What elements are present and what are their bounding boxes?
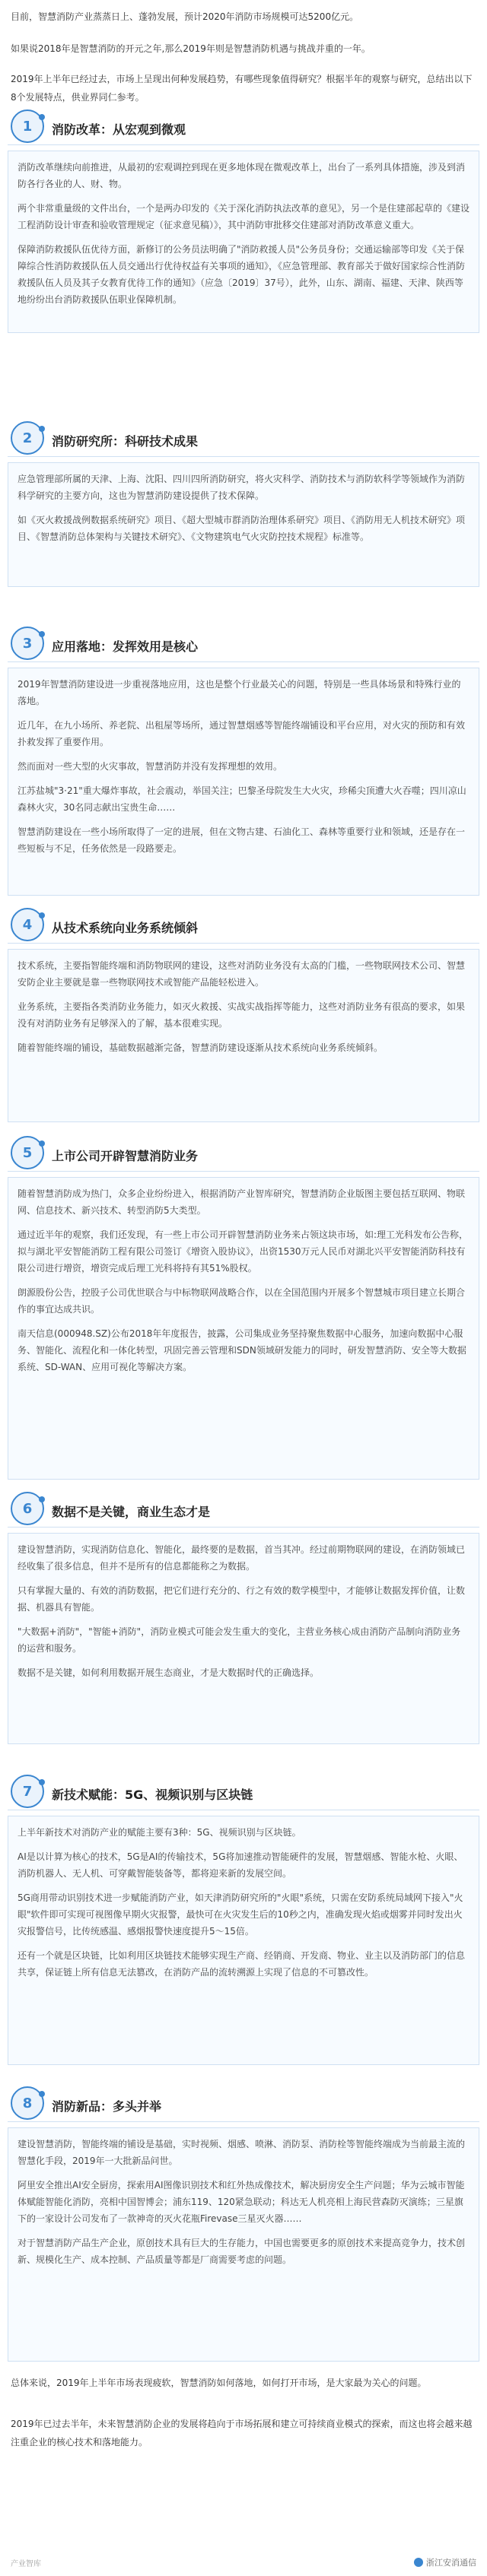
- section-paragraph: 还有一个就是区块链，比如利用区块链技术能够实现生产商、经销商、开发商、物业、业主以及消防部门的信息共享，保证链上所有信息无法篡改，在消防产品的流转溯源上实现了信息的不可篡改性。: [18, 1950, 466, 1978]
- section-number-badge: 6: [11, 1492, 44, 1525]
- section-paragraph: 建设智慧消防，智能终端的铺设是基础，实时视频、烟感、喷淋、消防泵、消防栓等智能终端成为当前最主流的智慧化手段，2019年一大批新品问世。: [18, 2139, 466, 2166]
- section-content-box: [8, 668, 479, 896]
- section-content-box: [8, 1177, 479, 1480]
- outro-paragraph-2: 2019年已过去半年，未来智慧消防企业的发展将趋向于市场拓展和建立可持续商业模式的探索，而这也将会越来越注重企业的核心技术和落地能力。: [11, 2419, 473, 2448]
- section-number-badge: 1: [11, 109, 44, 143]
- section-header: [8, 631, 479, 662]
- section-content-box: [8, 2127, 479, 2362]
- section-paragraph: 5G商用带动识别技术进一步赋能消防产业，如天津消防研究所的"火眼"系统，只需在安防系统局域网下接入"火眼"软件即可实现可视图像早期火灾报警，最快可在火灾发生后的10秒之内，准确发现火焰或烟雾并同时发出火灾报警信号，比传统感温、感烟报警快速度提升5～15倍。: [18, 1892, 463, 1937]
- section-header: [8, 114, 479, 145]
- section-header: [8, 1140, 479, 1172]
- section-paragraph: 朗源股份公告，控股子公司优世联合与中标物联网战略合作，以在全国范围内开展多个智慧城市项目建立长期合作的事宜达成共识。: [18, 1287, 466, 1315]
- section-paragraph: 保障消防救援队伍优待方面，新修订的公务员法明确了"消防救援人员"公务员身份；交通运输部等印发《关于保障综合性消防救援队伍人员交通出行优待权益有关事项的通知》，《应急管理部、教育部关于做好国家综合性消防救援队伍人员及其子女教育优待工作的通知》（应急〔2019〕37号），此外，山东、湖南、福建、天津、陕西等地纷纷出台消防救援队伍职业保障机制。: [18, 244, 466, 305]
- section-title: 消防研究所：科研技术成果: [52, 434, 199, 449]
- section-paragraph: 2019年智慧消防建设进一步重视落地应用，这也是整个行业最关心的问题，特别是一些具体场景和特殊行业的落地。: [18, 679, 461, 706]
- section-paragraph: 业务系统，主要指各类消防业务能力，如灭火救援、实战实战指挥等能力，这些对消防业务有很高的要求，如果没有对消防业务有足够深入的了解，基本很难实现。: [18, 1001, 466, 1029]
- section-header: [8, 1496, 479, 1528]
- section-paragraph: 只有掌握大量的、有效的消防数据，把它们进行充分的、行之有效的数学模型中，才能够让数据发挥价值，让数据、机器具有智能。: [18, 1585, 466, 1613]
- section-paragraph: 两个非常重量级的文件出台，一个是两办印发的《关于深化消防执法改革的意见》，另一个是住建部起草的《建设工程消防设计审查和验收管理规定（征求意见稿）》，其中消防审批移交住建部对消防改革意义重大。: [18, 203, 470, 230]
- section-content-box: [8, 1533, 479, 1744]
- section-number-badge: 3: [11, 627, 44, 660]
- intro-paragraph-2: 如果说2018年是智慧消防的开元之年,那么2019年则是智慧消防机遇与挑战并重的一年。: [11, 43, 371, 54]
- section-header: [8, 912, 479, 944]
- section-paragraph: 技术系统，主要指智能终端和消防物联网的建设，这些对消防业务没有太高的门槛，一些物联网技术公司、智慧安防企业主要就是靠一些物联网技术或智能产品能轻松进入。: [18, 960, 466, 988]
- section-content-box: [8, 949, 479, 1122]
- section-title: 从技术系统向业务系统倾斜: [52, 921, 199, 935]
- section-paragraph: 如《灭火救援战例数据系统研究》项目、《超大型城市群消防治理体系研究》项目、《消防用无人机技术研究》项目、《智慧消防总体架构与关键技术研究》、《文物建筑电气火灾防控技术规程》标准等。: [18, 515, 466, 542]
- section-number-badge: 7: [11, 1775, 44, 1808]
- section-title: 应用落地：发挥效用是核心: [52, 639, 199, 654]
- section-paragraph: 然而面对一些大型的火灾事故，智慧消防并没有发挥理想的效用。: [18, 761, 283, 772]
- section-title: 上市公司开辟智慧消防业务: [52, 1149, 199, 1163]
- section-paragraph: 智慧消防建设在一些小场所取得了一定的进展，但在文物古建、石油化工、森林等重要行业和领域，还是存在一些短板与不足，任务依然是一段路要走。: [18, 826, 466, 854]
- section-content-box: [8, 462, 479, 587]
- section-paragraph: 随着智能终端的铺设，基础数据越渐完备，智慧消防建设逐渐从技术系统向业务系统倾斜。: [18, 1042, 384, 1053]
- section-paragraph: 消防改革继续向前推进，从最初的宏观调控到现在更多地体现在微观改革上，出台了一系列具体措施，涉及到消防各行各业的人、财、物。: [18, 162, 466, 189]
- footer-watermark-text: 浙江安消通信: [426, 2558, 476, 2568]
- section-number-badge: 2: [11, 421, 44, 455]
- outro-paragraph-1: 总体来说，2019年上半年市场表现疲软，智慧消防如何落地，如何打开市场，是大家最为关心的问题。: [11, 2378, 427, 2388]
- section-paragraph: 阿里安全推出AI安全厨房，探索用AI图像识别技术和红外热成像技术，解决厨房安全生产问题；华为云城市智能体赋能智能化消防，亮相中国智博会；浦东119、120紧急联动；科达无人机亮相上海民营森防灭演练；三星旗下的一家设计公司发布了一款神奇的灭火花瓶Firevase三星灭火器……: [18, 2180, 465, 2224]
- section-header: [8, 1779, 479, 1810]
- account-logo-icon: [414, 2558, 423, 2567]
- section-paragraph: 上半年新技术对消防产业的赋能主要有3种：5G、视频识别与区块链。: [18, 1827, 301, 1838]
- section-paragraph: 随着智慧消防成为热门，众多企业纷纷进入，根据消防产业智库研究，智慧消防企业版图主要包括互联网、物联网、信息技术、新兴技术、转型消防5大类型。: [18, 1188, 466, 1216]
- section-paragraph: "大数据+消防"，"智能+消防"，消防业模式可能会发生重大的变化，主营业务核心成由消防产品制向消防业务的运营和服务。: [18, 1626, 461, 1654]
- footer: [0, 2553, 487, 2576]
- section-number-badge: 5: [11, 1136, 44, 1169]
- section-paragraph: 通过近半年的观察，我们还发现，有一些上市公司开辟智慧消防业务来占领这块市场，如:理工光科发布公告称，拟与湖北平安智能消防工程有限公司签订《增资入股协议》，出资1530万元人民币对湖北兴平安智能消防科技有限公司进行增资，增资完成后理工光科将持有其51%股权。: [18, 1229, 469, 1274]
- section-paragraph: 近几年，在九小场所、养老院、出租屋等场所，通过智慧烟感等智能终端铺设和平台应用，对火灾的预防和有效扑救发挥了重要作用。: [18, 720, 466, 747]
- footer-watermark-right: [414, 2556, 476, 2568]
- section-paragraph: 建设智慧消防，实现消防信息化、智能化，最终要的是数据，首当其冲。经过前期物联网的建设，在消防领域已经收集了很多信息，但并不是所有的信息都能称之为数据。: [18, 1544, 466, 1572]
- section-header: [8, 426, 479, 457]
- section-paragraph: 南天信息(000948.SZ)公布2018年年度报告，披露，公司集成业务坚持聚焦数据中心服务，加速向数据中心服务、智能化、流程化和一体化转型，巩固完善云管理和SDN领域研发能力的同时，研发智慧消防、安全等大数据系统、SD-WAN、应用可视化等解决方案。: [18, 1328, 466, 1372]
- section-title: 数据不是关键，商业生态才是: [52, 1505, 211, 1519]
- intro-paragraph-1: 目前，智慧消防产业蒸蒸日上、蓬勃发展，预计2020年消防市场规模可达5200亿元。: [11, 11, 359, 22]
- intro-paragraph-3: 2019年上半年已经过去，市场上呈现出何种发展趋势，有哪些现象值得研究？根据半年的观察与研究，总结出以下8个发展特点，供业界同仁参考。: [11, 74, 473, 103]
- section-content-box: [8, 1816, 479, 2065]
- section-title: 消防新品：多头并举: [52, 2099, 162, 2114]
- section-number-badge: 4: [11, 908, 44, 941]
- footer-watermark-left: 产业智库: [11, 2560, 41, 2568]
- section-paragraph: 应急管理部所属的天津、上海、沈阳、四川四所消防研究，将火灾科学、消防技术与消防软科学等领域作为消防科学研究的主要方向，这也为智慧消防建设提供了技术保障。: [18, 474, 466, 501]
- section-title: 消防改革：从宏观到微观: [52, 122, 186, 137]
- section-number-badge: 8: [11, 2086, 44, 2120]
- section-paragraph: AI是以计算为核心的技术，5G是AI的传输技术，5G将加速推动智能硬件的发展，智慧烟感、智能水枪、火眼、消防机器人、无人机、可穿戴智能装备等，都将迎来新的发展空间。: [18, 1851, 463, 1879]
- section-paragraph: 对于智慧消防产品生产企业，原创技术具有巨大的生存能力，中国也需要更多的原创技术来提高竞争力，技术创新、规模化生产、成本控制、产品质量等都是厂商需要考虑的问题。: [18, 2238, 466, 2265]
- section-paragraph: 江苏盐城"3·21"重大爆炸事故，社会震动，举国关注；巴黎圣母院发生大火灾，珍稀尖顶遭大火吞噬；四川凉山森林火灾，30名同志献出宝贵生命……: [18, 785, 466, 813]
- section-paragraph: 数据不是关键，如何利用数据开展生态商业，才是大数据时代的正确选择。: [18, 1667, 320, 1678]
- section-header: [8, 2091, 479, 2122]
- section-title: 新技术赋能：5G、视频识别与区块链: [52, 1788, 253, 1802]
- section-content-box: [8, 151, 479, 333]
